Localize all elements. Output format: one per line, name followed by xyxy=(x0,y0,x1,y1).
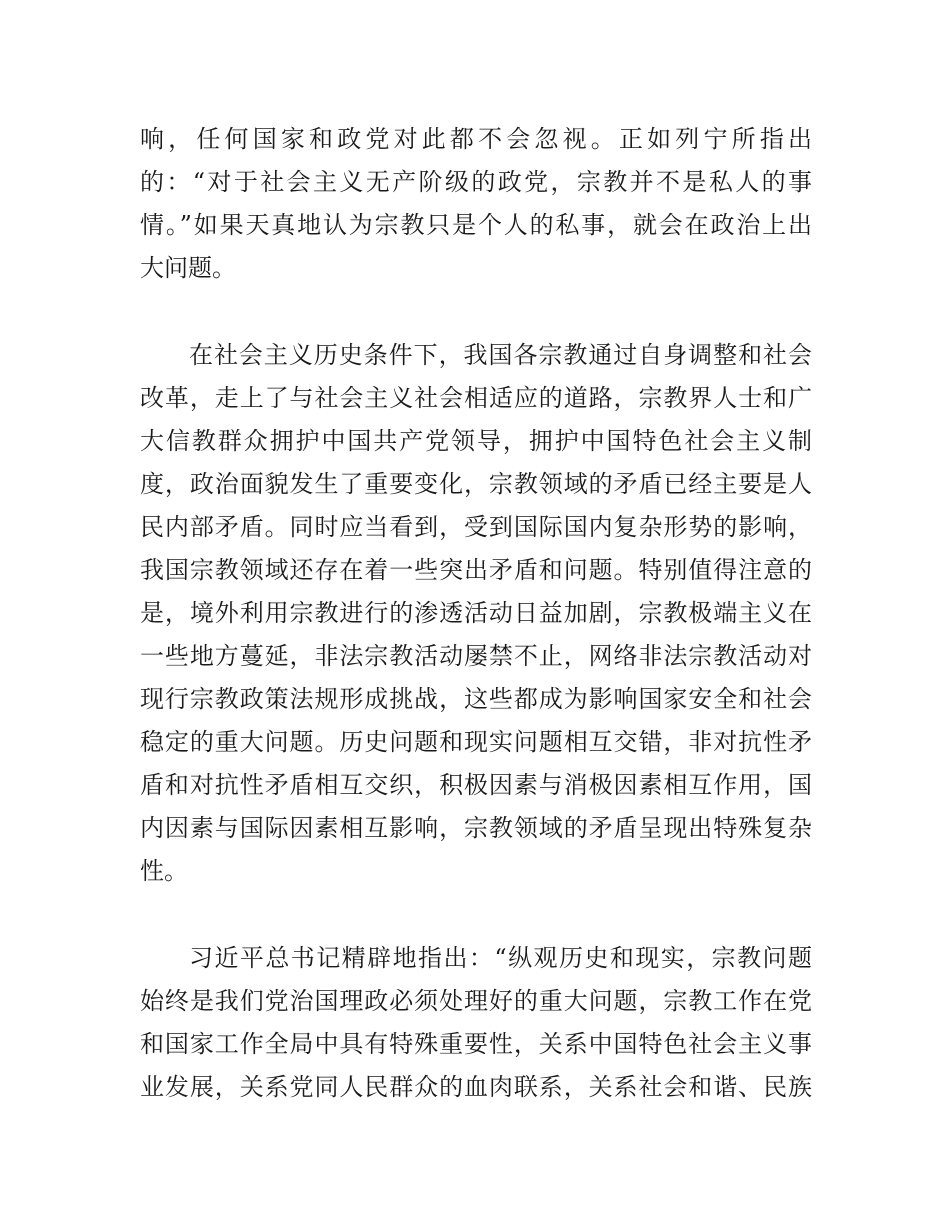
paragraph-3-line-4: 业发展，关系党同人民群众的血肉联系，关系社会和谐、民族 xyxy=(140,1073,812,1101)
paragraph-2-line-6: 我国宗教领域还存在着一些突出矛盾和问题。特别值得注意的 xyxy=(140,556,812,584)
paragraph-2-line-8: 一些地方蔓延，非法宗教活动屡禁不止，网络非法宗教活动对 xyxy=(140,642,812,670)
paragraph-2-line-3: 大信教群众拥护中国共产党领导，拥护中国特色社会主义制 xyxy=(140,427,812,455)
paragraph-3-line-2: 始终是我们党治国理政必须处理好的重大问题，宗教工作在党 xyxy=(140,987,812,1015)
paragraph-2-line-5: 民内部矛盾。同时应当看到，受到国际国内复杂形势的影响， xyxy=(140,513,812,541)
paragraph-2-line-11: 盾和对抗性矛盾相互交织，积极因素与消极因素相互作用，国 xyxy=(140,771,812,799)
paragraph-1-line-3: 情。”如果天真地认为宗教只是个人的私事，就会在政治上出 xyxy=(140,211,812,239)
paragraph-3-line-3: 和国家工作全局中具有特殊重要性，关系中国特色社会主义事 xyxy=(140,1030,812,1058)
paragraph-2-line-4: 度，政治面貌发生了重要变化，宗教领域的矛盾已经主要是人 xyxy=(140,470,812,498)
paragraph-2-line-10: 稳定的重大问题。历史问题和现实问题相互交错，非对抗性矛 xyxy=(140,728,812,756)
paragraph-1-line-2: 的：“对于社会主义无产阶级的政党，宗教并不是私人的事 xyxy=(140,168,812,196)
paragraph-2-line-13: 性。 xyxy=(140,857,188,885)
paragraph-1-line-4: 大问题。 xyxy=(140,254,236,282)
paragraph-2-line-12: 内因素与国际因素相互影响，宗教领域的矛盾呈现出特殊复杂 xyxy=(140,814,812,842)
paragraph-2-line-1: 在社会主义历史条件下，我国各宗教通过自身调整和社会 xyxy=(189,341,812,369)
paragraph-2-line-2: 改革，走上了与社会主义社会相适应的道路，宗教界人士和广 xyxy=(140,384,812,412)
paragraph-2-line-7: 是，境外利用宗教进行的渗透活动日益加剧，宗教极端主义在 xyxy=(140,599,812,627)
paragraph-2-line-9: 现行宗教政策法规形成挑战，这些都成为影响国家安全和社会 xyxy=(140,685,812,713)
paragraph-3-line-1: 习近平总书记精辟地指出：“纵观历史和现实，宗教问题 xyxy=(189,944,812,972)
paragraph-1-line-1: 响，任何国家和政党对此都不会忽视。正如列宁所指出 xyxy=(140,125,812,153)
